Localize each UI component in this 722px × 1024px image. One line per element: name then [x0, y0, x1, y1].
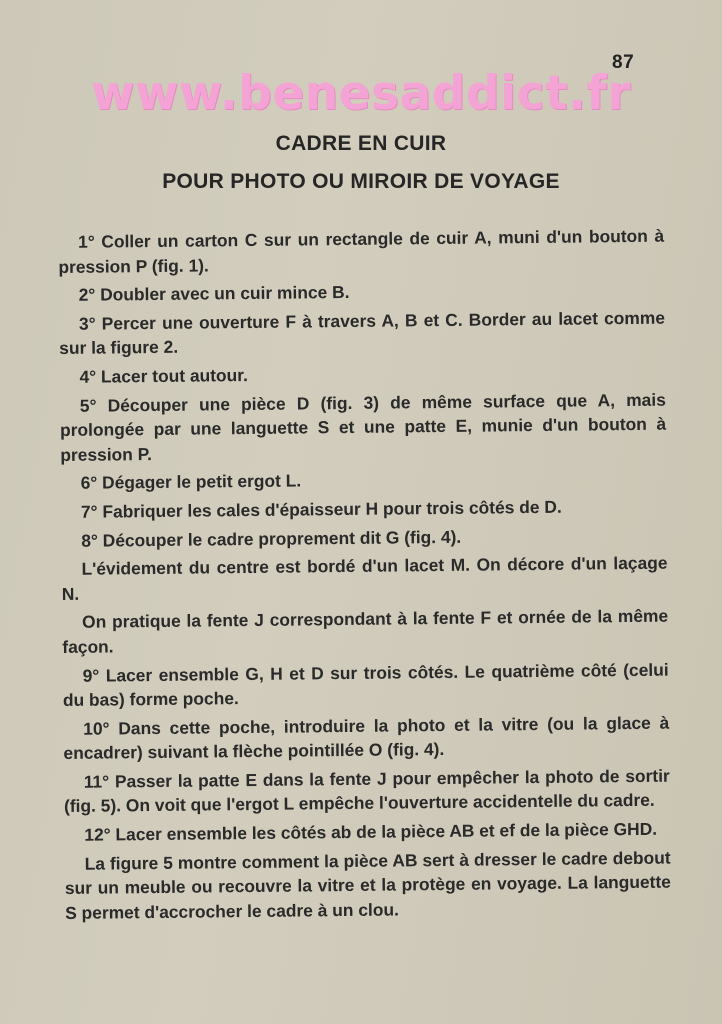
paragraph-conclusion: La figure 5 montre comment la pièce AB sert à dresser le cadre debout sur un meuble ou recouvre la vitre et la protège en voyage. La languette S permet d'accrocher le cadre à un clou. [64, 847, 671, 923]
page-number: 87 [612, 52, 635, 73]
watermark: www.benesaddict.fr [91, 66, 631, 121]
paragraph-step-6: 6° Dégager le petit ergot L. [80, 470, 302, 494]
page-title: CADRE EN CUIR [275, 132, 447, 155]
paragraph-step-5: 5° Découper une pièce D (fig. 3) de même surface que A, mais prolongée par une languette S et une patte E, munie d'un bouton à pression P. [59, 389, 667, 465]
paragraph-step-9: 9° Lacer ensemble G, H et D sur trois côtés. Le quatrième côté (celui du bas) forme poche. [62, 659, 669, 711]
paragraph-step-12: 12° Lacer ensemble les côtés ab de la pièce AB et ef de la pièce GHD. [84, 818, 658, 845]
paragraph-step-8: 8° Découper le cadre proprement dit G (fig. 4). [81, 526, 462, 551]
paragraph-step-2: 2° Doubler avec un cuir mince B. [78, 282, 350, 305]
paragraph-step-4: 4° Lacer tout autour. [79, 364, 248, 387]
paragraph-step-1: 1° Coller un carton C sur un rectangle de cuir A, muni d'un bouton à pression P (fig. 1). [58, 225, 665, 277]
paragraph-step-3: 3° Percer une ouverture F à travers A, B et C. Border au lacet comme sur la figure 2. [59, 307, 666, 359]
paragraph-step-10: 10° Dans cette poche, introduire la photo et la vitre (ou la glace à encadrer) suivant la flèche pointillée O (fig. 4). [63, 712, 670, 764]
paragraph-step-7: 7° Fabriquer les cales d'épaisseur H pour trois côtés de D. [80, 496, 562, 522]
paragraph-note-evidement: L'évidement du centre est bordé d'un lacet M. On décore d'un laçage N. [61, 552, 668, 604]
paragraph-step-11: 11° Passer la patte E dans la fente J pour empêcher la photo de sortir (fig. 5). On voit que l'ergot L empêche l'ouverture accidentelle du cadre. [63, 765, 670, 817]
instructions-text [58, 224, 671, 930]
page-subtitle: POUR PHOTO OU MIROIR DE VOYAGE [162, 170, 560, 193]
paragraph-note-fente: On pratique la fente J correspondant à la fente F et ornée de la même façon. [62, 605, 669, 657]
